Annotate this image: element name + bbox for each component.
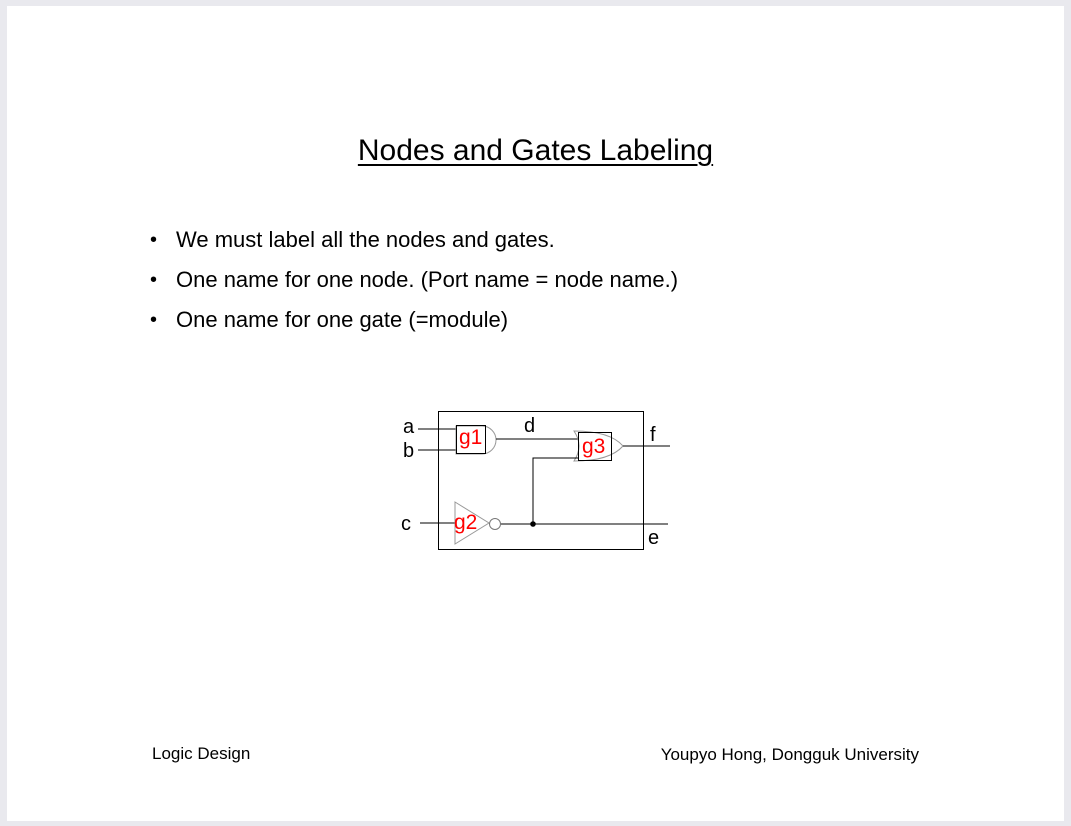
- node-label-d: d: [524, 415, 536, 437]
- gate-label-g3: g3: [582, 435, 606, 458]
- circuit-diagram: [390, 400, 690, 560]
- junction-dot: [530, 521, 536, 527]
- gate-label-g1: g1: [459, 426, 483, 449]
- node-label-e: e: [648, 527, 660, 549]
- slide-title: Nodes and Gates Labeling: [357, 134, 714, 167]
- not-gate-bubble: [490, 519, 501, 530]
- bullet-icon: •: [150, 309, 158, 331]
- bullet-list: [150, 220, 678, 340]
- gate-label-g2: g2: [454, 511, 478, 534]
- node-label-a: a: [403, 416, 415, 438]
- bullet-text: One name for one node. (Port name = node name.): [176, 267, 679, 292]
- bullet-item: [150, 220, 678, 260]
- footer-author: Youpyo Hong, Dongguk University: [660, 745, 919, 764]
- footer-course: Logic Design: [152, 744, 251, 763]
- node-label-b: b: [403, 440, 415, 462]
- node-label-c: c: [401, 513, 411, 535]
- wire-branch: [533, 458, 578, 524]
- bullet-text: One name for one gate (=module): [176, 307, 509, 332]
- bullet-icon: •: [150, 229, 158, 251]
- node-label-f: f: [650, 424, 656, 446]
- bullet-icon: •: [150, 269, 158, 291]
- bullet-item: [150, 260, 678, 300]
- bullet-text: We must label all the nodes and gates.: [176, 227, 555, 252]
- bullet-item: [150, 300, 678, 340]
